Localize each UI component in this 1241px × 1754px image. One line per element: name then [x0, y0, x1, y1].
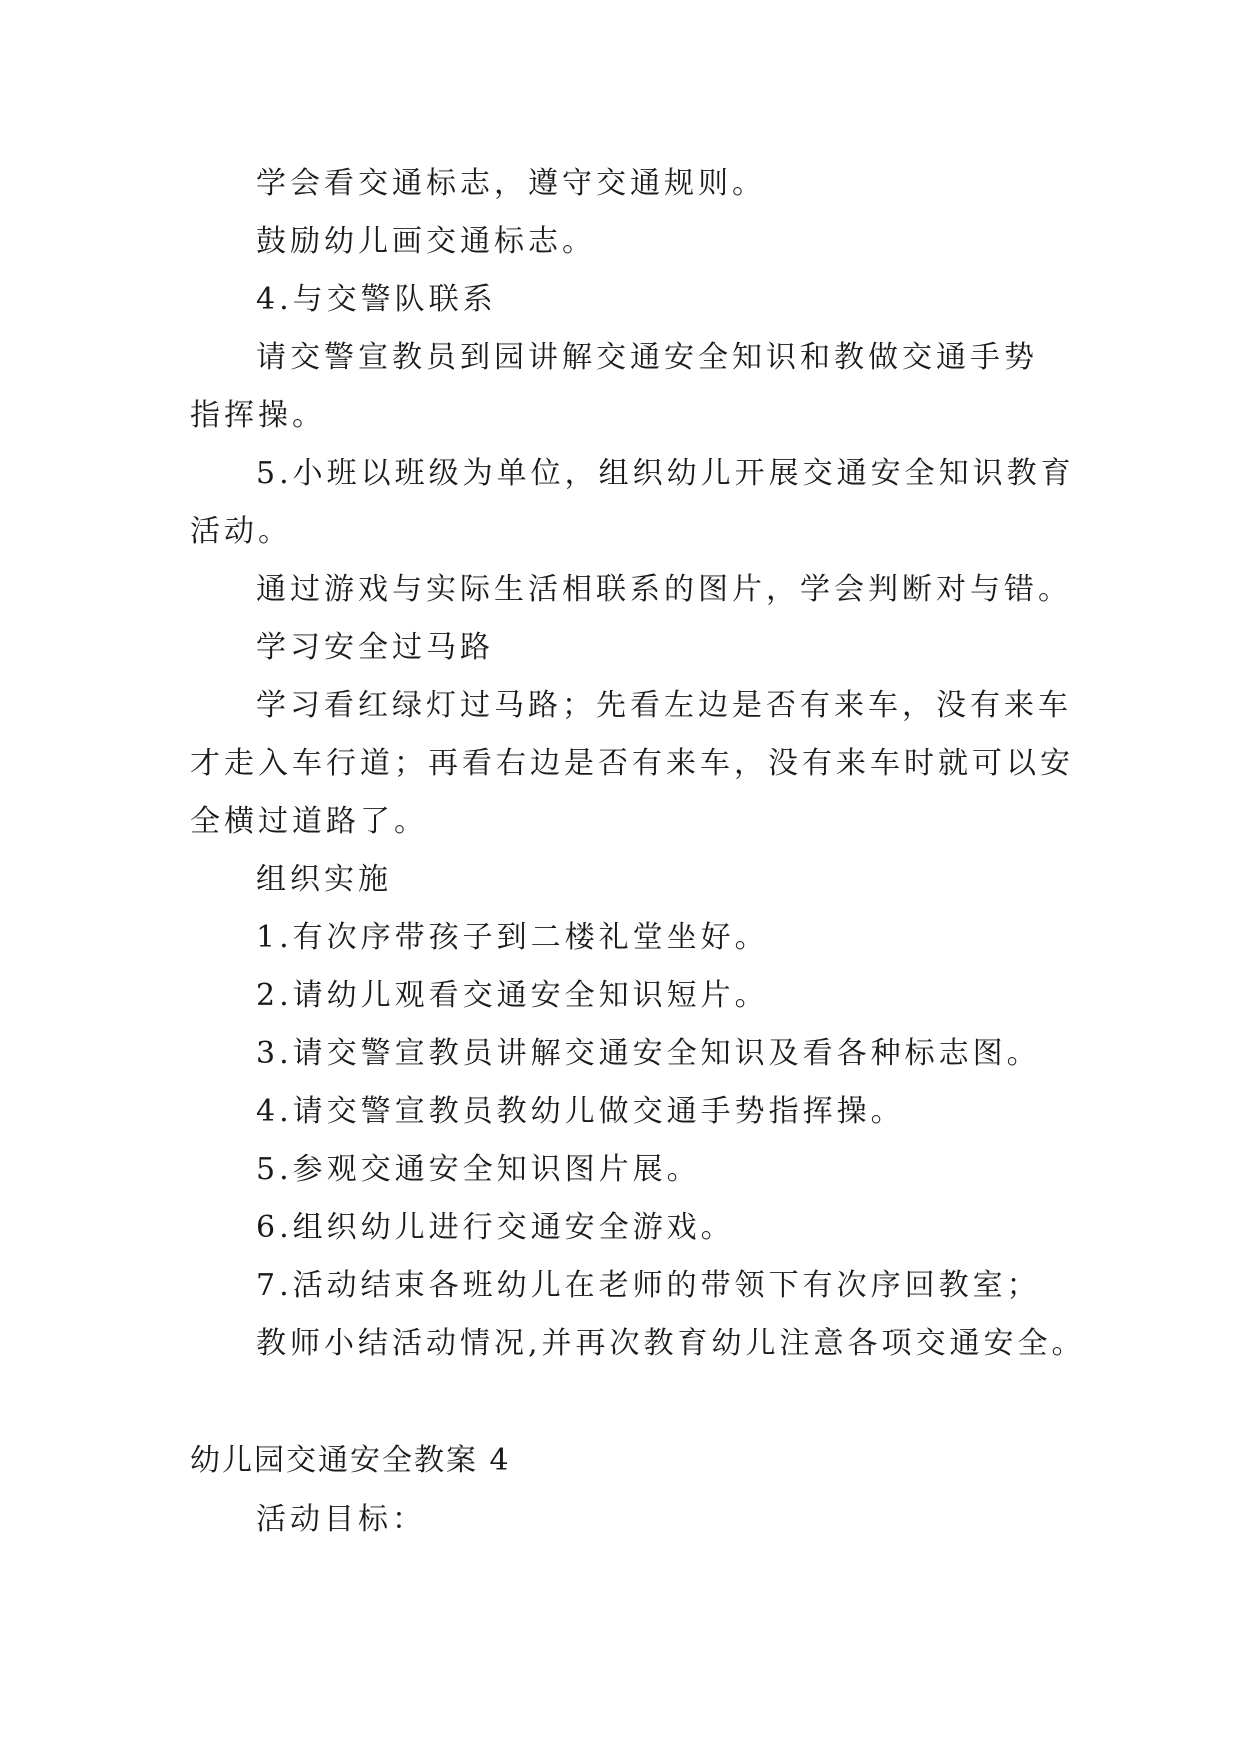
paragraph-line: 活动。 — [190, 514, 292, 549]
paragraph-line: 请交警宣教员到园讲解交通安全知识和教做交通手势 — [256, 340, 1038, 375]
section-heading: 组织实施 — [256, 862, 392, 897]
list-item: 2.请幼儿观看交通安全知识短片。 — [256, 978, 769, 1013]
paragraph-line: 学会看交通标志，遵守交通规则。 — [256, 166, 766, 201]
paragraph-line: 5.小班以班级为单位，组织幼儿开展交通安全知识教育 — [256, 456, 1075, 491]
paragraph-line: 学习看红绿灯过马路；先看左边是否有来车，没有来车 — [256, 688, 1072, 723]
paragraph-line: 全横过道路了。 — [190, 804, 428, 839]
paragraph-line: 4.与交警队联系 — [256, 282, 497, 317]
paragraph-line: 教师小结活动情况,并再次教育幼儿注意各项交通安全。 — [256, 1326, 1086, 1361]
paragraph-line: 鼓励幼儿画交通标志。 — [256, 224, 596, 259]
list-item: 1.有次序带孩子到二楼礼堂坐好。 — [256, 920, 769, 955]
list-item: 3.请交警宣教员讲解交通安全知识及看各种标志图。 — [256, 1036, 1041, 1071]
paragraph-line: 指挥操。 — [190, 398, 326, 433]
list-item: 7.活动结束各班幼儿在老师的带领下有次序回教室； — [256, 1268, 1041, 1303]
list-item: 5.参观交通安全知识图片展。 — [256, 1152, 701, 1187]
paragraph-line: 学习安全过马路 — [256, 630, 494, 665]
list-item: 6.组织幼儿进行交通安全游戏。 — [256, 1210, 735, 1245]
section-heading: 活动目标： — [256, 1502, 426, 1537]
document-title: 幼儿园交通安全教案 4 — [190, 1443, 511, 1478]
paragraph-line: 通过游戏与实际生活相联系的图片，学会判断对与错。 — [256, 572, 1072, 607]
paragraph-line: 才走入车行道；再看右边是否有来车，没有来车时就可以安 — [190, 746, 1074, 781]
list-item: 4.请交警宣教员教幼儿做交通手势指挥操。 — [256, 1094, 905, 1129]
